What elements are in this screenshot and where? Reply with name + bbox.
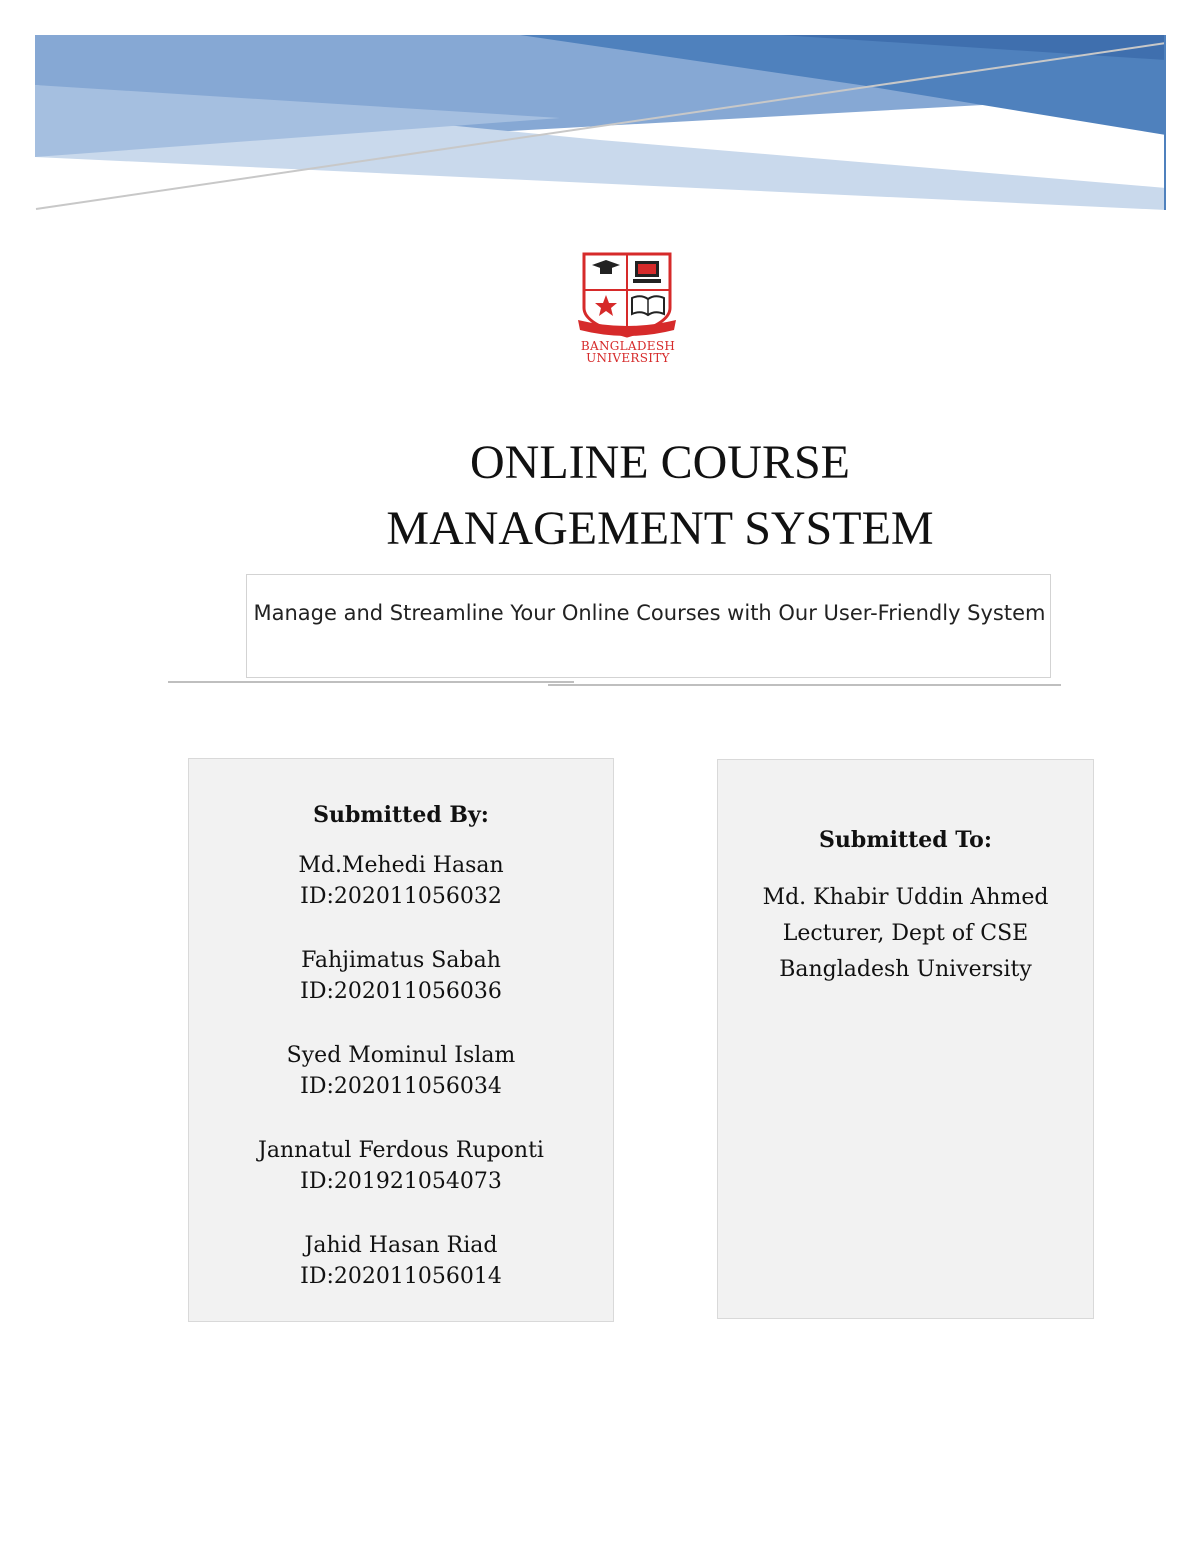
member-item: [189, 1135, 613, 1197]
member-id: ID:201921054073: [300, 1169, 502, 1194]
subtitle-text: Manage and Streamline Your Online Courses with Our User-Friendly System: [253, 601, 1046, 625]
member-id: ID:202011056034: [300, 1074, 502, 1099]
submitted-by-panel: [188, 758, 614, 1322]
member-item: [189, 850, 613, 912]
member-name: Syed Mominul Islam: [286, 1043, 516, 1068]
member-name: Jannatul Ferdous Ruponti: [258, 1138, 544, 1163]
title-line1: ONLINE COURSE: [470, 436, 850, 489]
member-name: Md.Mehedi Hasan: [298, 853, 504, 878]
recipient-details: [718, 880, 1093, 988]
document-title: [300, 430, 1020, 562]
recipient-name: Md. Khabir Uddin Ahmed: [762, 885, 1049, 910]
title-line2: MANAGEMENT SYSTEM: [386, 502, 934, 555]
submitted-by-heading: Submitted By:: [313, 802, 489, 828]
logo-name-line2: UNIVERSITY: [586, 351, 670, 365]
recipient-position: Lecturer, Dept of CSE: [782, 921, 1029, 946]
member-id: ID:202011056032: [300, 884, 502, 909]
member-item: [189, 1230, 613, 1292]
header-banner: [0, 0, 1200, 220]
recipient-institution: Bangladesh University: [779, 957, 1032, 982]
subtitle-box: [246, 574, 1051, 678]
member-name: Fahjimatus Sabah: [301, 948, 501, 973]
member-id: ID:202011056014: [300, 1264, 502, 1289]
logo-name-line1: BANGLADESH: [580, 339, 676, 353]
member-id: ID:202011056036: [300, 979, 502, 1004]
university-logo-text: [560, 340, 696, 364]
member-name: Jahid Hasan Riad: [304, 1233, 498, 1258]
submitted-to-panel: [717, 759, 1094, 1319]
submitted-to-heading: Submitted To:: [819, 827, 992, 853]
divider-line: [168, 681, 574, 683]
member-item: [189, 1040, 613, 1102]
member-item: [189, 945, 613, 1007]
divider-line: [548, 684, 1061, 686]
